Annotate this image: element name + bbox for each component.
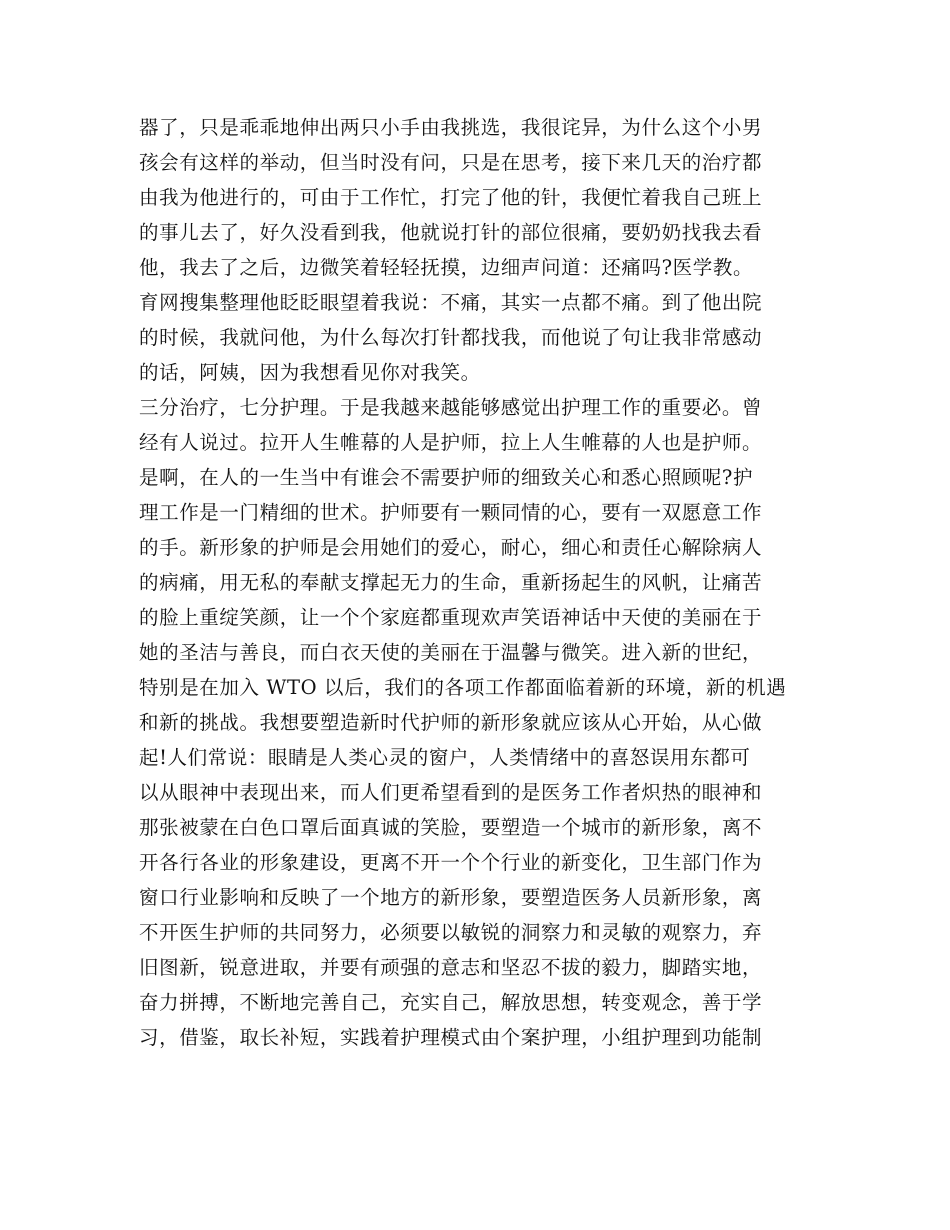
text-line: 和新的挑战。我想要塑造新时代护师的新形象就应该从心开始，从心做 <box>139 711 763 734</box>
text-line: 育网搜集整理他眨眨眼望着我说：不痛，其实一点都不痛。到了他出院 <box>139 291 763 314</box>
text-line: 那张被蒙在白色口罩后面真诚的笑脸，要塑造一个城市的新形象，离不 <box>139 816 763 839</box>
text-line: 的病痛，用无私的奉献支撑起无力的生命，重新扬起生的风帆，让痛苦 <box>139 571 763 594</box>
text-line: 窗口行业影响和反映了一个地方的新形象，要塑造医务人员新形象，离 <box>139 886 763 909</box>
text-line: 他，我去了之后，边微笑着轻轻抚摸，边细声问道：还痛吗?医学教。 <box>139 256 754 279</box>
text-line: 孩会有这样的举动，但当时没有问，只是在思考，接下来几天的治疗都 <box>139 151 763 174</box>
text-line: 旧图新，锐意进取，并要有顽强的意志和坚忍不拔的毅力，脚踏实地， <box>139 956 763 979</box>
text-line: 开各行各业的形象建设，更离不开一个个行业的新变化，卫生部门作为 <box>139 851 763 874</box>
text-line: 的话，阿姨，因为我想看见你对我笑。 <box>139 361 481 384</box>
text-line: 经有人说过。拉开人生帷幕的人是护师，拉上人生帷幕的人也是护师。 <box>139 431 763 454</box>
text-line: 她的圣洁与善良，而白衣天使的美丽在于温馨与微笑。进入新的世纪， <box>139 641 763 664</box>
text-line: 由我为他进行的，可由于工作忙，打完了他的针，我便忙着我自己班上 <box>139 186 763 209</box>
text-line: 的脸上重绽笑颜，让一个个家庭都重现欢声笑语神话中天使的美丽在于 <box>139 606 763 629</box>
text-line: 器了，只是乖乖地伸出两只小手由我挑选，我很诧异，为什么这个小男 <box>139 116 763 139</box>
text-line: 习，借鉴，取长补短，实践着护理模式由个案护理，小组护理到功能制 <box>139 1026 763 1049</box>
text-line: 的事儿去了，好久没看到我，他就说打针的部位很痛，要奶奶找我去看 <box>139 221 763 244</box>
text-line: 特别是在加入 WTO 以后，我们的各项工作都面临着新的环境，新的机遇 <box>139 676 787 699</box>
text-line: 是啊，在人的一生当中有谁会不需要护师的细致关心和悉心照顾呢?护 <box>139 466 754 489</box>
text-line: 理工作是一门精细的世术。护师要有一颗同情的心，要有一双愿意工作 <box>139 501 763 524</box>
text-line: 不开医生护师的共同努力，必须要以敏锐的洞察力和灵敏的观察力，弃 <box>139 921 763 944</box>
text-line: 的时候，我就问他，为什么每次打针都找我，而他说了句让我非常感动 <box>139 326 763 349</box>
body-text <box>139 110 819 1055</box>
text-line: 起!人们常说：眼睛是人类心灵的窗户，人类情绪中的喜怒误用东都可 <box>139 746 751 769</box>
text-line: 的手。新形象的护师是会用她们的爱心，耐心，细心和责任心解除病人 <box>139 536 763 559</box>
text-line: 三分治疗，七分护理。于是我越来越能够感觉出护理工作的重要必。曾 <box>139 396 763 419</box>
text-line: 以从眼神中表现出来，而人们更希望看到的是医务工作者炽热的眼神和 <box>139 781 763 804</box>
text-line: 奋力拼搏，不断地完善自己，充实自己，解放思想，转变观念，善于学 <box>139 991 763 1014</box>
